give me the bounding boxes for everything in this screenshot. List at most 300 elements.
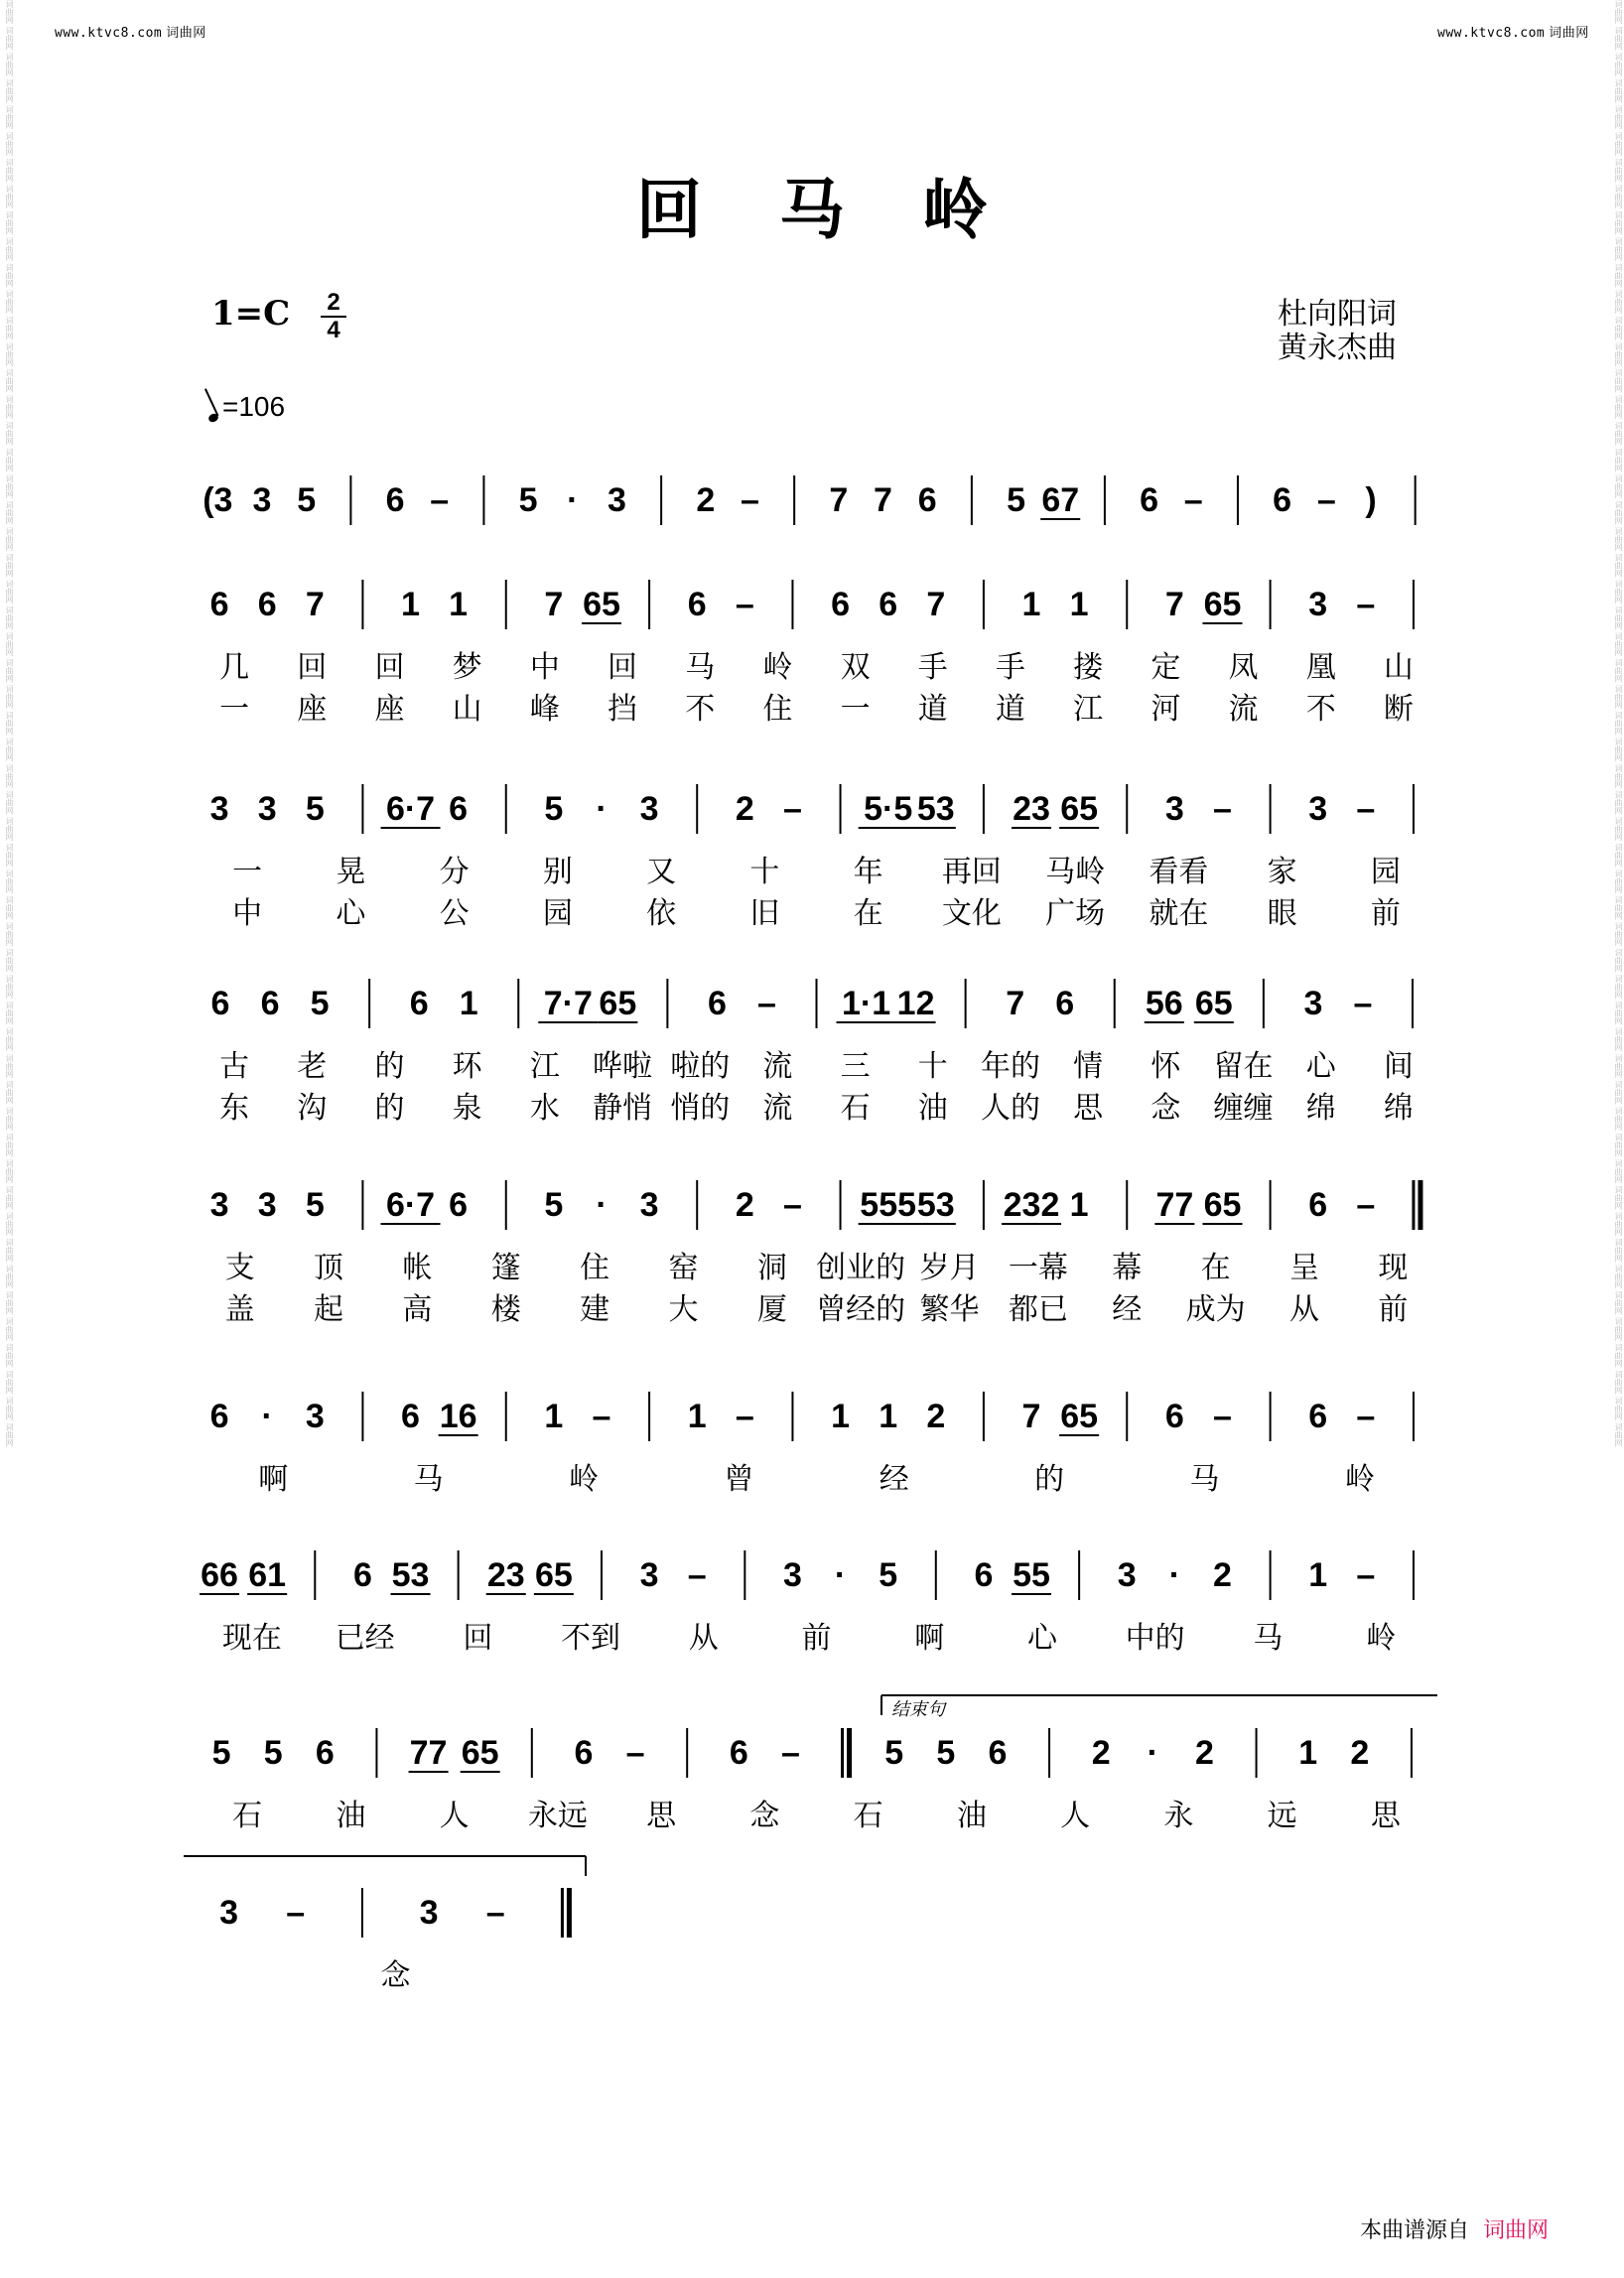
note: 2 xyxy=(1213,1556,1232,1594)
lyric-word: 晃 xyxy=(336,855,366,889)
note: 6 xyxy=(1273,481,1292,519)
lyric-word: 环 xyxy=(452,1049,482,1084)
note: 6 xyxy=(879,586,898,623)
note: 2 xyxy=(1194,1734,1214,1772)
note: 1 xyxy=(401,586,420,623)
note: · xyxy=(567,481,579,519)
lyric-word: 旧 xyxy=(749,896,780,931)
note: 3 xyxy=(639,790,659,828)
note: 3 xyxy=(1164,790,1184,828)
note: – xyxy=(1213,1398,1232,1435)
lyricist: 杜向阳词 xyxy=(1278,297,1397,332)
note: 56 xyxy=(1145,985,1183,1022)
lyric-word: 泉 xyxy=(452,1091,482,1126)
note: 6 xyxy=(257,586,277,623)
lyric-word: 山 xyxy=(452,692,482,727)
header-right-label: 词曲网 xyxy=(1549,26,1589,41)
note: 77 xyxy=(409,1734,448,1772)
lyric-word: 中 xyxy=(232,896,263,931)
note: · xyxy=(834,1556,847,1594)
lyric-word: 绵 xyxy=(1305,1091,1336,1126)
lyric-word: 远 xyxy=(1267,1799,1297,1833)
lyric-word: 断 xyxy=(1383,692,1414,727)
note: 5 xyxy=(936,1734,956,1772)
note: 6 xyxy=(1055,985,1075,1022)
lyric-word: 间 xyxy=(1383,1049,1414,1084)
lyric-word: 又 xyxy=(646,855,677,889)
lyric-word: 文化 xyxy=(941,896,1002,931)
source-brand: 词曲网 xyxy=(1483,2218,1550,2243)
note: 3 xyxy=(639,1186,659,1224)
score-row xyxy=(210,1392,1414,1497)
lyric-word: 缠缠 xyxy=(1213,1091,1274,1126)
lyric-word: 座 xyxy=(297,692,328,727)
ending-label: 结束句 xyxy=(891,1699,945,1720)
note: – xyxy=(286,1894,306,1932)
lyric-word: 凰 xyxy=(1305,650,1336,685)
lyric-word: 园 xyxy=(1370,855,1401,889)
lyric-word: 石 xyxy=(853,1799,883,1833)
note: – xyxy=(735,1398,754,1435)
lyric-word: 经 xyxy=(1112,1292,1143,1327)
note: 7 xyxy=(874,481,892,519)
lyric-word: 挡 xyxy=(608,692,638,727)
lyric-word: 哗啦 xyxy=(593,1049,653,1084)
note: 3 xyxy=(607,481,626,519)
lyric-word: 前 xyxy=(801,1621,832,1656)
note: 3 xyxy=(305,1398,325,1435)
lyric-word: 已经 xyxy=(335,1621,395,1656)
note: 1 xyxy=(879,1398,898,1435)
score-row xyxy=(203,475,1415,525)
lyric-word: 现在 xyxy=(221,1621,282,1656)
lyric-word: 大 xyxy=(668,1292,699,1327)
lyric-word: 啦的 xyxy=(670,1049,731,1084)
lyric-word: 曾 xyxy=(724,1462,754,1497)
lyric-word: 岭 xyxy=(568,1462,599,1497)
note: 1 xyxy=(544,1398,564,1435)
note: – xyxy=(1356,586,1376,623)
lyric-word: 江 xyxy=(529,1049,560,1084)
lyric-word: 石 xyxy=(840,1091,871,1126)
lyric-word: 油 xyxy=(336,1799,366,1833)
note: 6 xyxy=(401,1398,420,1435)
note: 67 xyxy=(1041,481,1080,519)
note: – xyxy=(1356,1398,1376,1435)
note: 5 xyxy=(884,1734,904,1772)
note: 2 xyxy=(696,481,716,519)
note: 6 xyxy=(729,1734,748,1772)
lyric-word: 岭 xyxy=(1344,1462,1375,1497)
lyric-word: 回 xyxy=(608,650,638,685)
lyric-word: 繁华 xyxy=(919,1292,980,1327)
lyric-word: 马 xyxy=(1189,1462,1220,1497)
lyric-word: 的 xyxy=(1034,1462,1065,1497)
note: 16 xyxy=(439,1398,477,1435)
score-row xyxy=(212,1728,1412,1833)
note: 6 xyxy=(831,586,851,623)
lyric-word: 从 xyxy=(688,1621,719,1656)
note: 2 xyxy=(1091,1734,1111,1772)
note: 1 xyxy=(459,985,478,1022)
note: – xyxy=(485,1894,505,1932)
score-row xyxy=(219,1888,569,1993)
note: 5 xyxy=(1007,481,1026,519)
note: 2 xyxy=(735,790,754,828)
note: 66 xyxy=(201,1556,238,1594)
lyric-word: 在 xyxy=(853,896,883,931)
lyric-word: 道 xyxy=(917,692,948,727)
lyric-word: 十 xyxy=(917,1049,948,1084)
note: 1 xyxy=(831,1398,851,1435)
note: 6 xyxy=(974,1556,994,1594)
lyric-word: 山 xyxy=(1383,650,1414,685)
lyric-word: 分 xyxy=(439,855,470,889)
lyric-word: 人的 xyxy=(980,1091,1040,1126)
lyric-word: 马岭 xyxy=(1045,855,1106,889)
note: 1 xyxy=(1298,1734,1318,1772)
lyric-word: 油 xyxy=(956,1799,987,1833)
lyric-word: 人 xyxy=(439,1799,470,1833)
note: 65 xyxy=(1060,790,1099,828)
note: 5 xyxy=(297,481,317,519)
note: – xyxy=(782,790,802,828)
note: 53 xyxy=(916,790,955,828)
note: 1 xyxy=(1021,586,1041,623)
note: 1 xyxy=(1069,1186,1089,1224)
note: 3 xyxy=(1303,985,1323,1022)
note: 1 xyxy=(449,586,469,623)
lyric-word: 前 xyxy=(1378,1292,1409,1327)
note: 6 xyxy=(1308,1398,1328,1435)
note: · xyxy=(261,1398,273,1435)
note: 61 xyxy=(248,1556,287,1594)
note: 3 xyxy=(782,1556,802,1594)
note: 6 xyxy=(210,985,230,1022)
note: 2 xyxy=(926,1398,946,1435)
note: ) xyxy=(1365,481,1377,519)
lyric-word: 回 xyxy=(297,650,328,685)
note: 7 xyxy=(305,586,325,623)
note: – xyxy=(741,481,759,519)
lyric-word: 不到 xyxy=(561,1621,621,1656)
note: 12 xyxy=(896,985,935,1022)
lyric-word: 搂 xyxy=(1073,650,1104,685)
note: 6 xyxy=(1308,1186,1328,1224)
lyric-word: 盖 xyxy=(224,1292,255,1327)
note: 7·7 xyxy=(543,985,593,1022)
note: · xyxy=(1168,1556,1181,1594)
note: · xyxy=(596,790,608,828)
lyric-word: 在 xyxy=(1200,1251,1231,1285)
lyric-word: 马 xyxy=(1253,1621,1284,1656)
lyric-word: 念 xyxy=(1150,1091,1181,1126)
lyric-word: 楼 xyxy=(490,1292,521,1327)
lyric-word: 不 xyxy=(1305,692,1336,727)
lyric-word: 再回 xyxy=(941,855,1002,889)
lyric-word: 帐 xyxy=(402,1251,433,1285)
note: – xyxy=(1356,1186,1376,1224)
lyric-word: 洞 xyxy=(756,1251,787,1285)
tempo-value: =106 xyxy=(222,391,286,422)
ending-bracket xyxy=(184,1695,1437,1876)
note: 53 xyxy=(391,1556,430,1594)
lyric-word: 江 xyxy=(1073,692,1104,727)
note: 23 xyxy=(486,1556,525,1594)
lyric-word: 现 xyxy=(1378,1251,1409,1285)
lyric-word: 起 xyxy=(314,1292,344,1327)
note: 65 xyxy=(583,586,620,623)
lyric-word: 回 xyxy=(463,1621,493,1656)
note: 6 xyxy=(917,481,937,519)
note: 6 xyxy=(574,1734,594,1772)
note: 6 xyxy=(352,1556,372,1594)
note: 65 xyxy=(461,1734,499,1772)
note: 77 xyxy=(1155,1186,1194,1224)
note: 5 xyxy=(211,1734,231,1772)
score-row xyxy=(210,784,1414,931)
lyric-word: 东 xyxy=(219,1091,250,1126)
lyric-word: 高 xyxy=(402,1292,433,1327)
side-watermark-left: 词曲网 词曲网 词曲网 词曲网 词曲网 词曲网 词曲网 词曲网 词曲网 词曲网 词曲网 词曲网 词曲网 词曲网 词曲网 词曲网 词曲网 词曲网 词曲网 词曲网 词曲网 词曲网 词曲网 词曲网 词曲网 词曲网 词曲网 词曲网 词曲网 词曲网 词曲网 词曲网 词曲网 词曲网 词曲网 词曲网 词曲网 词曲网 词曲网 词曲网 词曲网 词曲网 词曲网 词曲网 词曲网 词曲网 词曲网 词曲网 词曲网 词曲网 词曲网 词曲网 词曲网 词曲网 词曲网 xyxy=(5,0,14,1447)
lyric-word: 石 xyxy=(232,1799,263,1833)
note: 65 xyxy=(534,1556,573,1594)
lyric-word: 古 xyxy=(219,1049,250,1084)
lyric-word: 广场 xyxy=(1045,896,1106,931)
lyric-word: 看看 xyxy=(1149,855,1209,889)
lyric-word: 几 xyxy=(219,650,250,685)
note: 5 xyxy=(305,790,325,828)
note: 1 xyxy=(1069,586,1089,623)
lyric-word: 流 xyxy=(762,1049,793,1084)
note: 1 xyxy=(687,1398,707,1435)
score-row xyxy=(210,1180,1421,1327)
lyric-word: 曾经的 xyxy=(816,1292,906,1327)
lyric-word: 怀 xyxy=(1150,1049,1181,1084)
note: 5 xyxy=(305,1186,325,1224)
lyric-word: 双 xyxy=(840,650,871,685)
note: 6 xyxy=(209,586,229,623)
lyric-word: 静悄 xyxy=(593,1091,653,1126)
lyric-word: 啊 xyxy=(914,1621,945,1656)
note: 6 xyxy=(385,481,405,519)
note: 3 xyxy=(419,1894,439,1932)
score-row xyxy=(200,1550,1414,1656)
lyric-word: 成为 xyxy=(1185,1292,1246,1327)
lyric-word: 回 xyxy=(374,650,405,685)
note: 3 xyxy=(257,1186,277,1224)
note: 6 xyxy=(315,1734,335,1772)
lyric-word: 流 xyxy=(762,1091,793,1126)
note: 3 xyxy=(1308,586,1328,623)
lyric-word: 定 xyxy=(1150,650,1181,685)
lyric-word: 三 xyxy=(840,1049,871,1084)
note: 7 xyxy=(1021,1398,1041,1435)
lyric-word: 园 xyxy=(542,896,573,931)
note: 7 xyxy=(926,586,946,623)
note: 6 xyxy=(449,1186,469,1224)
lyric-word: 就在 xyxy=(1149,896,1209,931)
lyric-word: 窑 xyxy=(668,1251,699,1285)
note: 3 xyxy=(1308,790,1328,828)
lyric-word: 绵 xyxy=(1383,1091,1414,1126)
composer: 黄永杰曲 xyxy=(1278,331,1397,365)
note: 6·7 xyxy=(385,790,436,828)
lyric-word: 岭 xyxy=(762,650,793,685)
note: 5 xyxy=(879,1556,898,1594)
side-watermark-right: 词曲网 词曲网 词曲网 词曲网 词曲网 词曲网 词曲网 词曲网 词曲网 词曲网 词曲网 词曲网 词曲网 词曲网 词曲网 词曲网 词曲网 词曲网 词曲网 词曲网 词曲网 词曲网 词曲网 词曲网 词曲网 词曲网 词曲网 词曲网 词曲网 词曲网 词曲网 词曲网 词曲网 词曲网 词曲网 词曲网 词曲网 词曲网 词曲网 词曲网 词曲网 词曲网 词曲网 词曲网 词曲网 词曲网 词曲网 词曲网 词曲网 词曲网 词曲网 词曲网 词曲网 词曲网 词曲网 xyxy=(1614,0,1623,1447)
lyric-word: 座 xyxy=(374,692,405,727)
lyric-word: 心 xyxy=(1026,1621,1057,1656)
note: 1·1 xyxy=(841,985,891,1022)
note: 555 xyxy=(860,1186,917,1224)
note: 3 xyxy=(1117,1556,1137,1594)
note: 6·7 xyxy=(385,1186,436,1224)
lyric-word: 岁月 xyxy=(919,1251,980,1285)
lyric-word: 梦 xyxy=(452,650,482,685)
lyric-word: 心 xyxy=(336,896,366,931)
lyric-word: 不 xyxy=(685,692,716,727)
lyric-word: 老 xyxy=(297,1049,328,1084)
note: 65 xyxy=(1203,1186,1242,1224)
lyric-word: 心 xyxy=(1305,1049,1336,1084)
lyric-word: 一 xyxy=(840,692,871,727)
lyric-word: 思 xyxy=(1073,1091,1104,1126)
lyric-word: 一 xyxy=(219,692,250,727)
lyric-word: 油 xyxy=(917,1091,948,1126)
lyric-word: 流 xyxy=(1228,692,1259,727)
lyric-word: 支 xyxy=(224,1251,255,1285)
lyric-word: 创业的 xyxy=(816,1251,906,1285)
note: 5 xyxy=(544,790,564,828)
song-title: 回马岭 xyxy=(636,171,1065,248)
note: – xyxy=(782,1186,802,1224)
note: 65 xyxy=(1194,985,1233,1022)
note: 3 xyxy=(209,790,229,828)
lyric-word: 啊 xyxy=(258,1462,289,1497)
score-row xyxy=(210,580,1414,727)
lyric-word: 十 xyxy=(749,855,780,889)
source-text: 本曲谱源自 xyxy=(1360,2218,1470,2243)
note: 5 xyxy=(544,1186,564,1224)
lyric-word: 厦 xyxy=(756,1292,787,1327)
lyric-word: 都已 xyxy=(1008,1292,1068,1327)
lyric-word: 念 xyxy=(749,1799,780,1833)
source-credit xyxy=(1360,2213,1549,2244)
lyric-word: 中的 xyxy=(1125,1621,1185,1656)
note: 6 xyxy=(409,985,429,1022)
lyric-word: 凤 xyxy=(1228,650,1259,685)
score-row xyxy=(211,979,1414,1126)
lyric-word: 家 xyxy=(1267,855,1297,889)
note: – xyxy=(1316,481,1336,519)
note: 3 xyxy=(209,1186,229,1224)
lyric-word: 沟 xyxy=(297,1091,328,1126)
note: – xyxy=(592,1398,611,1435)
lyric-word: 一 xyxy=(232,855,263,889)
note: 7 xyxy=(1006,985,1025,1022)
lyric-word: 念 xyxy=(380,1958,411,1993)
note: 3 xyxy=(219,1894,239,1932)
note: 3 xyxy=(257,790,277,828)
lyric-word: 道 xyxy=(995,692,1025,727)
lyric-word: 住 xyxy=(762,692,793,727)
lyric-word: 人 xyxy=(1060,1799,1091,1833)
note: · xyxy=(596,1186,608,1224)
note: 7 xyxy=(544,586,564,623)
lyric-word: 岭 xyxy=(1366,1621,1397,1656)
lyric-word: 建 xyxy=(580,1292,610,1327)
header-left-site: www.ktvc8.com xyxy=(55,26,163,41)
lyric-word: 手 xyxy=(995,650,1025,685)
note: 5·5 xyxy=(864,790,913,828)
note: – xyxy=(1356,1556,1376,1594)
header-left-label: 词曲网 xyxy=(166,26,206,41)
note: 1 xyxy=(1308,1556,1328,1594)
lyric-word: 永 xyxy=(1163,1799,1194,1833)
lyric-word: 经 xyxy=(879,1462,909,1497)
lyric-word: 公 xyxy=(439,896,470,931)
key-signature: 1=C xyxy=(211,294,291,334)
note: (3 xyxy=(203,481,233,519)
lyric-word: 情 xyxy=(1073,1049,1104,1084)
lyric-word: 住 xyxy=(580,1251,610,1285)
lyric-word: 眼 xyxy=(1267,896,1297,931)
note: 53 xyxy=(916,1186,955,1224)
note: · xyxy=(1147,1734,1158,1772)
note: 5 xyxy=(263,1734,283,1772)
note: 232 xyxy=(1003,1186,1060,1224)
lyric-word: 留在 xyxy=(1213,1049,1274,1084)
lyric-word: 一幕 xyxy=(1008,1251,1068,1285)
note: 6 xyxy=(209,1398,229,1435)
note: 6 xyxy=(1164,1398,1184,1435)
note: 65 xyxy=(1060,1398,1099,1435)
note: 7 xyxy=(829,481,849,519)
lyric-word: 思 xyxy=(646,1799,677,1833)
lyric-word: 永远 xyxy=(527,1799,588,1833)
note: – xyxy=(687,1556,707,1594)
note: – xyxy=(1213,790,1232,828)
lyric-word: 年 xyxy=(853,855,883,889)
lyric-word: 的 xyxy=(374,1091,405,1126)
lyric-word: 马 xyxy=(413,1462,444,1497)
note: 3 xyxy=(639,1556,659,1594)
lyric-word: 悄的 xyxy=(670,1091,731,1126)
note: 6 xyxy=(1140,481,1159,519)
note: 6 xyxy=(707,985,727,1022)
note: – xyxy=(735,586,754,623)
note: – xyxy=(625,1734,645,1772)
header-right-site: www.ktvc8.com xyxy=(1437,26,1546,41)
note: 2 xyxy=(735,1186,754,1224)
note: 5 xyxy=(310,985,330,1022)
lyric-word: 年的 xyxy=(980,1049,1040,1084)
note: 5 xyxy=(518,481,538,519)
note: 6 xyxy=(988,1734,1008,1772)
lyric-word: 马 xyxy=(685,650,716,685)
lyric-word: 中 xyxy=(529,650,560,685)
note: 55 xyxy=(1013,1556,1050,1594)
note: – xyxy=(1353,985,1373,1022)
lyric-word: 顶 xyxy=(314,1251,344,1285)
note: 6 xyxy=(449,790,469,828)
lyric-word: 思 xyxy=(1370,1799,1401,1833)
note: – xyxy=(1183,481,1203,519)
note: – xyxy=(756,985,776,1022)
lyric-word: 峰 xyxy=(529,692,560,727)
lyric-word: 河 xyxy=(1150,692,1181,727)
